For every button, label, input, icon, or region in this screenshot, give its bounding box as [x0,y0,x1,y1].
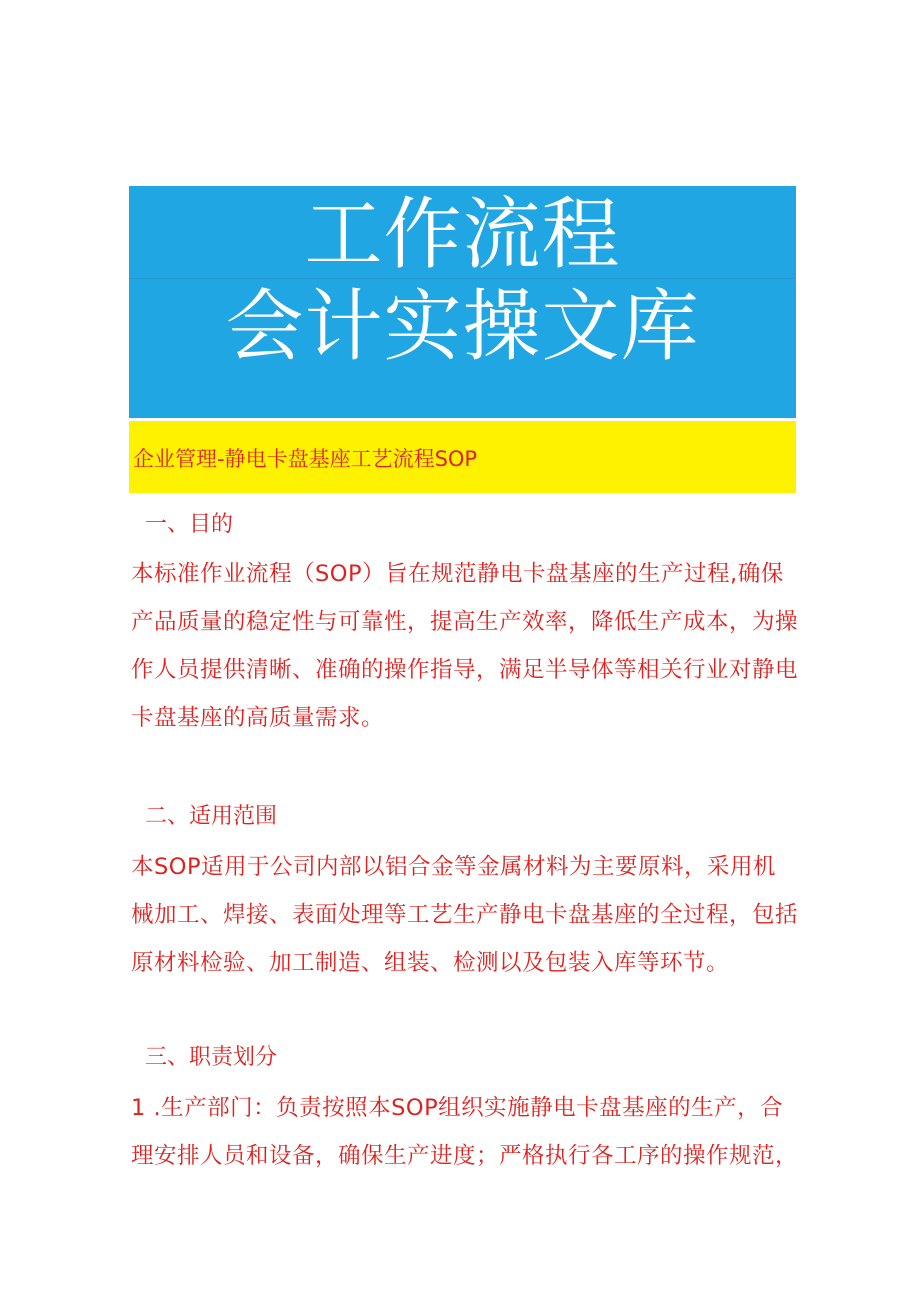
section-body-responsibilities: 1 .生产部门：负责按照本SOP组织实施静电卡盘基座的生产，合理安排人员和设备，确保生产进度；严格执行各工序的操作规范， [131,1095,799,1169]
banner-title-line1: 工作流程 [304,190,621,280]
document-subtitle: 企业管理-静电卡盘基座工艺流程SOP [133,447,478,471]
title-banner [129,186,796,418]
subtitle-bar [129,421,796,493]
section-heading-purpose: 一、目的 [145,512,234,537]
banner-title-line2: 会计实操文库 [225,282,700,372]
section-heading-scope: 二、适用范围 [145,804,278,829]
section-body-purpose: 本标准作业流程（SOP）旨在规范静电卡盘基座的生产过程,确保产品质量的稳定性与可靠性，提高生产效率，降低生产成本，为操作人员提供清晰、准确的操作指导，满足半导体等相关行业对静电卡盘基座的高质量需求。 [131,561,799,731]
section-heading-responsibilities: 三、职责划分 [145,1045,278,1070]
section-body-scope: 本SOP适用于公司内部以铝合金等金属材料为主要原料，采用机械加工、焊接、表面处理等工艺生产静电卡盘基座的全过程，包括原材料检验、加工制造、组装、检测以及包装入库等环节。 [131,854,799,976]
